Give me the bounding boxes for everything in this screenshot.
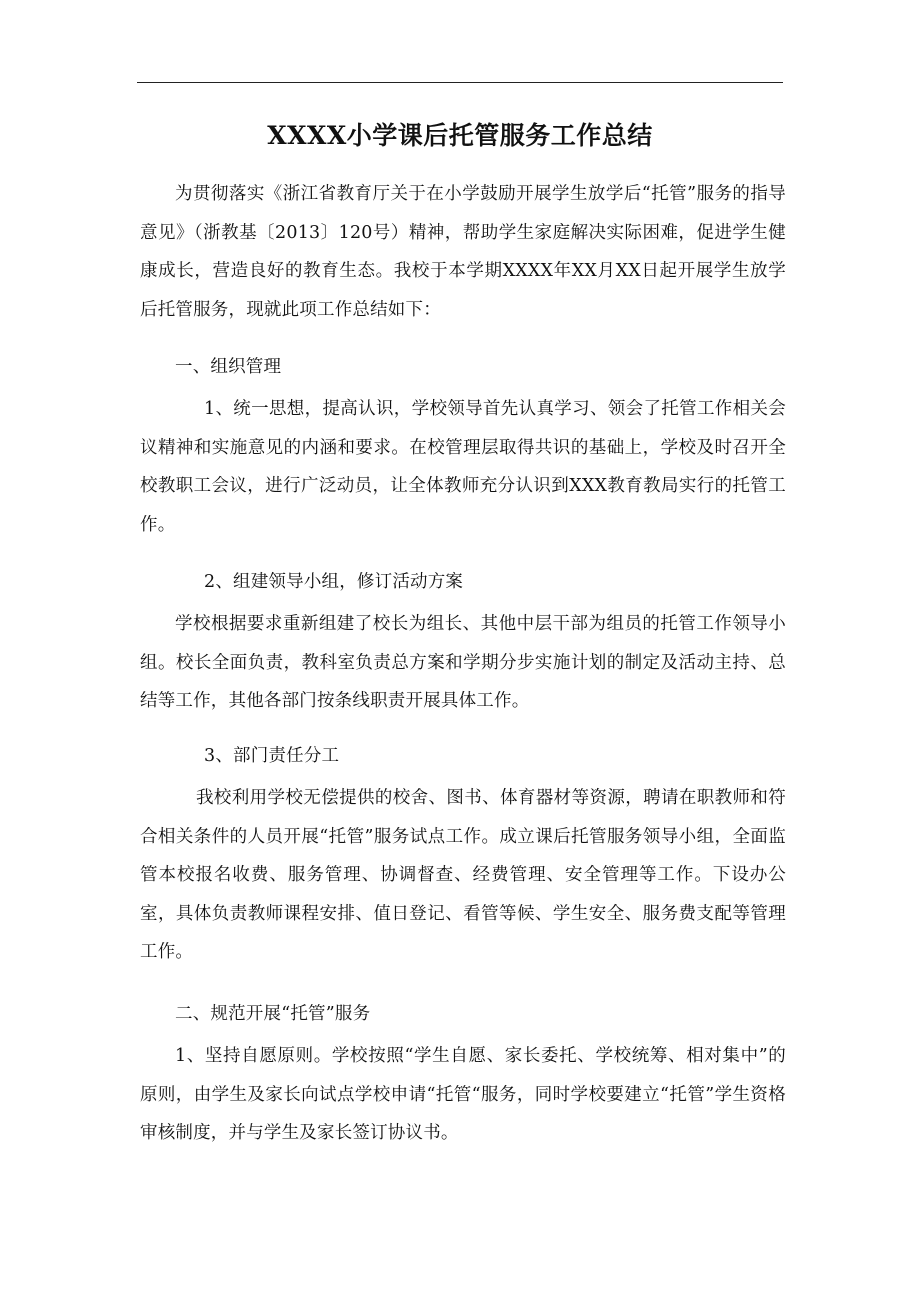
- item-paragraph-voluntary-principle: 1、坚持自愿原则。学校按照“学生自愿、家长委托、学校统筹、相对集中”的原则，由学生及家长向试点学校申请“托管“服务，同时学校要建立“托管”学生资格审核制度，并与学生及家长签订协议书。: [140, 1046, 786, 1143]
- header-rule: [137, 82, 783, 83]
- item-paragraph-leadership-group: 学校根据要求重新组建了校长为组长、其他中层干部为组员的托管工作领导小组。校长全面负责，教科室负责总方案和学期分步实施计划的制定及活动主持、总结等工作，其他各部门按条线职责开展具体工作。: [140, 614, 786, 711]
- section-heading-standardized-service: 二、规范开展“托管”服务: [175, 1004, 371, 1024]
- document-title: XXXX小学课后托管服务工作总结: [267, 121, 653, 150]
- intro-paragraph: 为贯彻落实《浙江省教育厅关于在小学鼓励开展学生放学后“托管”服务的指导意见》（浙教基〔2013〕120号）精神，帮助学生家庭解决实际困难，促进学生健康成长，营造良好的教育生态。我校于本学期XXXX年XX月XX日起开展学生放学后托管服务，现就此项工作总结如下：: [140, 184, 786, 320]
- section-heading-organization: 一、组织管理: [175, 357, 282, 377]
- item-heading-department-duties: 3、部门责任分工: [204, 746, 340, 766]
- item-paragraph-unify-thinking: 1、统一思想，提高认识，学校领导首先认真学习、领会了托管工作相关会议精神和实施意见的内涵和要求。在校管理层取得共识的基础上，学校及时召开全校教职工会议，进行广泛动员，让全体教师充分认识到XXX教育教局实行的托管工作。: [140, 399, 786, 535]
- item-paragraph-department-duties: 我校利用学校无偿提供的校舍、图书、体育器材等资源，聘请在职教师和符合相关条件的人员开展“托管”服务试点工作。成立课后托管服务领导小组，全面监管本校报名收费、服务管理、协调督查、经费管理、安全管理等工作。下设办公室，具体负责教师课程安排、值日登记、看管等候、学生安全、服务费支配等管理工作。: [140, 788, 786, 962]
- item-heading-leadership-group: 2、组建领导小组，修订活动方案: [204, 572, 464, 592]
